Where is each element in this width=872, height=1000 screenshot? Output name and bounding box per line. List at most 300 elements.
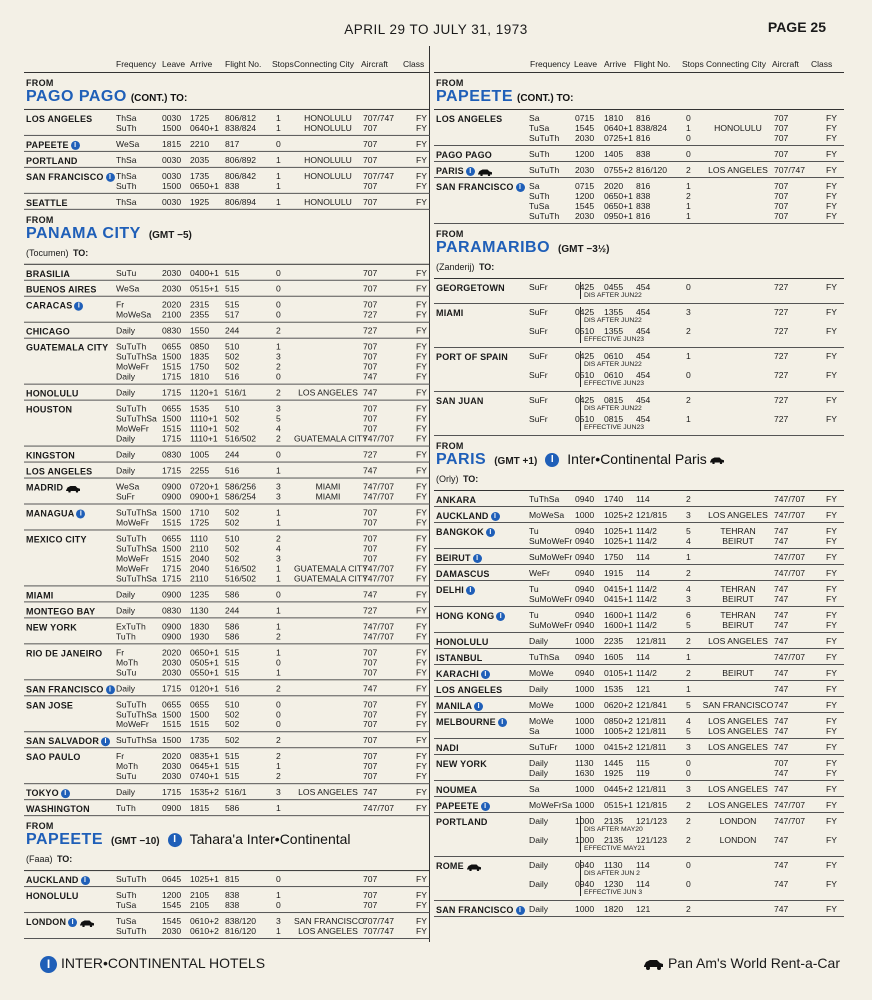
connecting-cell: LOS ANGELES xyxy=(708,784,768,794)
schedule-bracket xyxy=(580,351,691,387)
flight-cell: 121/841 xyxy=(636,700,668,710)
stops-cell: 1 xyxy=(686,181,691,191)
class-cell: FY xyxy=(416,196,427,207)
stops-cell: 0 xyxy=(276,719,281,730)
stops-cell: 0 xyxy=(686,133,691,143)
arrive-cell: 2135 xyxy=(604,835,624,845)
class-cell: FY xyxy=(826,610,837,620)
arrive-cell: 1500 xyxy=(190,709,210,720)
arrive-cell: 2210 xyxy=(190,138,210,149)
destination-name: PORTLAND xyxy=(26,155,78,166)
destination-name: NEW YORK xyxy=(436,759,487,769)
class-cell: FY xyxy=(416,926,427,937)
flight-line xyxy=(24,589,430,599)
destination-name: PAPEETE xyxy=(26,139,69,150)
frequency-cell: SuTuTh xyxy=(529,211,560,221)
flight-cell: 454 xyxy=(636,414,651,424)
aircraft-cell: 707 xyxy=(363,533,378,544)
schedule-note: DIS AFTER JUN 2 xyxy=(584,870,640,877)
flight-line xyxy=(24,719,430,729)
leave-cell: 0900 xyxy=(162,621,182,632)
connecting-cell: LONDON xyxy=(719,816,757,826)
stops-cell: 0 xyxy=(686,113,691,123)
intercontinental-icon: I xyxy=(71,141,80,150)
destination-name: LOS ANGELES xyxy=(436,114,503,124)
leave-cell: 1000 xyxy=(575,835,595,845)
flight-line xyxy=(434,768,844,778)
intercontinental-icon: I xyxy=(106,173,115,182)
stops-cell: 3 xyxy=(276,787,281,798)
gmt-offset: (GMT −3½) xyxy=(558,244,610,255)
class-cell: FY xyxy=(826,165,837,175)
class-cell: FY xyxy=(416,761,427,772)
stops-cell: 0 xyxy=(686,149,691,159)
frequency-cell: Sa xyxy=(529,726,540,736)
class-cell: FY xyxy=(416,449,427,460)
section-header-paris xyxy=(434,436,844,491)
destination-name: SAN FRANCISCO xyxy=(26,171,104,182)
connecting-cell: LOS ANGELES xyxy=(708,742,768,752)
aircraft-cell: 707 xyxy=(363,138,378,149)
flight-line xyxy=(434,149,844,159)
frequency-cell: SuTu xyxy=(116,667,137,678)
leave-cell: 1500 xyxy=(162,709,182,720)
stops-cell: 3 xyxy=(686,594,691,604)
connecting-cell: LOS ANGELES xyxy=(298,926,358,937)
schedule-row xyxy=(24,110,430,136)
class-cell: FY xyxy=(826,307,837,317)
city-line xyxy=(26,88,430,106)
frequency-cell: WeFr xyxy=(529,568,550,578)
class-cell: FY xyxy=(826,568,837,578)
flight-cell: 454 xyxy=(636,395,651,405)
stops-cell: 2 xyxy=(276,751,281,762)
stops-cell: 1 xyxy=(276,926,281,937)
frequency-cell: SuMoWeFr xyxy=(529,594,573,604)
leave-cell: 2020 xyxy=(162,299,182,310)
aircraft-cell: 747 xyxy=(774,860,789,870)
flight-cell: 114/2 xyxy=(636,536,657,546)
flight-cell: 114/2 xyxy=(636,610,657,620)
flight-cell: 817 xyxy=(225,138,240,149)
header-connecting: Connecting City xyxy=(705,59,766,70)
flight-line xyxy=(24,751,430,761)
stops-cell: 3 xyxy=(686,742,691,752)
frequency-cell: SuFr xyxy=(529,351,548,361)
flight-line xyxy=(24,482,430,492)
leave-cell: 0425 xyxy=(575,395,595,405)
leave-cell: 0030 xyxy=(162,154,182,165)
frequency-cell: Daily xyxy=(529,684,549,694)
column-header xyxy=(434,46,844,73)
frequency-cell: MoWeFr xyxy=(116,517,149,528)
flight-cell: 121/815 xyxy=(636,510,668,520)
arrive-cell: 0415+1 xyxy=(604,594,633,604)
aircraft-cell: 747 xyxy=(774,879,789,889)
flight-line xyxy=(24,761,430,771)
schedule-row xyxy=(24,447,430,463)
aircraft-cell: 747/707 xyxy=(774,552,806,562)
flight-cell: 502 xyxy=(225,413,240,424)
flight-line xyxy=(24,414,430,424)
class-cell: FY xyxy=(416,267,427,278)
aircraft-cell: 707 xyxy=(363,735,378,746)
frequency-cell: Daily xyxy=(529,816,549,826)
leave-cell: 0940 xyxy=(575,568,595,578)
arrive-cell: 0850+2 xyxy=(604,716,633,726)
arrive-cell: 0740+1 xyxy=(190,771,219,782)
schedule-row xyxy=(434,901,844,917)
aircraft-cell: 707 xyxy=(363,647,378,658)
schedule-note: DIS AFTER JUN22 xyxy=(584,361,642,368)
stops-cell: 1 xyxy=(276,112,281,123)
aircraft-cell: 747 xyxy=(363,371,378,382)
schedule-row xyxy=(434,755,844,781)
stops-cell: 0 xyxy=(686,768,691,778)
stops-cell: 0 xyxy=(686,879,691,889)
frequency-cell: TuSa xyxy=(529,123,550,133)
class-cell: FY xyxy=(416,154,427,165)
column-header xyxy=(24,46,430,73)
connecting-cell: SAN FRANCISCO xyxy=(702,700,774,710)
flight-cell: 516 xyxy=(225,683,240,694)
arrive-cell: 1550 xyxy=(190,325,210,336)
schedule-row xyxy=(24,463,430,479)
aircraft-cell: 747 xyxy=(774,536,789,546)
aircraft-cell: 747 xyxy=(774,700,789,710)
frequency-cell: Daily xyxy=(116,325,136,336)
arrive-cell: 0720+1 xyxy=(190,481,219,492)
schedule-row xyxy=(434,713,844,739)
flight-line xyxy=(434,726,844,736)
flight-line xyxy=(434,201,844,211)
leave-cell: 1515 xyxy=(162,517,182,528)
stops-cell: 1 xyxy=(276,170,281,181)
intercontinental-icon: I xyxy=(61,789,70,798)
arrive-cell: 0725+1 xyxy=(604,133,633,143)
stops-cell: 2 xyxy=(686,800,691,810)
header-aircraft: Aircraft xyxy=(772,59,799,70)
intercontinental-icon: I xyxy=(74,302,83,311)
intercontinental-icon: I xyxy=(496,612,505,621)
flight-cell: 121/811 xyxy=(636,726,667,736)
schedule-row xyxy=(434,523,844,549)
leave-cell: 0425 xyxy=(575,351,595,361)
schedule-row xyxy=(24,339,430,385)
stops-cell: 0 xyxy=(276,283,281,294)
aircraft-cell: 707 xyxy=(363,751,378,762)
arrive-cell: 0610 xyxy=(604,370,624,380)
class-cell: FY xyxy=(416,299,427,310)
flight-line xyxy=(24,171,430,181)
frequency-cell: ThSa xyxy=(116,170,137,181)
leave-cell: 2100 xyxy=(162,309,182,320)
stops-cell: 2 xyxy=(686,326,691,336)
arrive-cell: 0445+2 xyxy=(604,784,633,794)
aircraft-cell: 707 xyxy=(363,667,378,678)
arrive-cell: 2035 xyxy=(190,154,210,165)
section-header-paramaribo xyxy=(434,224,844,279)
connecting-cell: LOS ANGELES xyxy=(708,716,768,726)
class-cell: FY xyxy=(416,341,427,352)
header-leave: Leave xyxy=(574,59,598,70)
flight-cell: 114/2 xyxy=(636,594,657,604)
arrive-cell: 1810 xyxy=(604,113,624,123)
frequency-cell: Sa xyxy=(529,784,540,794)
class-cell: FY xyxy=(416,683,427,694)
flight-line xyxy=(24,631,430,641)
leave-cell: 0510 xyxy=(575,326,595,336)
frequency-cell: SuTuThSa xyxy=(116,735,157,746)
frequency-cell: WeSa xyxy=(116,138,140,149)
class-cell: FY xyxy=(826,742,837,752)
connecting-cell: LOS ANGELES xyxy=(298,387,358,398)
flight-cell: 515 xyxy=(225,761,240,772)
leave-cell: 1500 xyxy=(162,180,182,191)
class-cell: FY xyxy=(826,835,837,845)
connecting-cell: SAN FRANCISCO xyxy=(294,916,365,927)
leave-cell: 0655 xyxy=(162,403,182,414)
stops-cell: 0 xyxy=(686,282,691,292)
leave-cell: 1545 xyxy=(162,916,182,927)
flight-line xyxy=(24,890,430,900)
aircraft-cell: 707 xyxy=(774,123,789,133)
class-cell: FY xyxy=(416,803,427,814)
destination-name: ANKARA xyxy=(436,495,477,505)
city-line xyxy=(436,239,844,257)
schedule-row xyxy=(24,136,430,152)
frequency-cell: Daily xyxy=(529,636,549,646)
leave-cell: 1200 xyxy=(575,191,595,201)
frequency-cell: Fr xyxy=(116,647,125,658)
intercontinental-icon: I xyxy=(498,718,507,727)
arrive-cell: 0610+2 xyxy=(190,926,219,937)
leave-cell: 2020 xyxy=(162,647,182,658)
flight-line xyxy=(24,507,430,517)
stops-cell: 2 xyxy=(276,433,281,444)
flight-cell: 586/254 xyxy=(225,491,257,502)
class-cell: FY xyxy=(416,553,427,564)
stops-cell: 1 xyxy=(276,803,281,814)
schedule-row xyxy=(24,784,430,800)
connecting-cell: MIAMI xyxy=(315,491,341,502)
flight-line xyxy=(24,683,430,693)
class-cell: FY xyxy=(416,433,427,444)
class-cell: FY xyxy=(826,584,837,594)
flight-cell: 515 xyxy=(225,667,240,678)
leave-cell: 0830 xyxy=(162,605,182,616)
connecting-cell: LOS ANGELES xyxy=(708,165,768,175)
connecting-cell: GUATEMALA CITY xyxy=(294,573,368,584)
leave-cell: 1715 xyxy=(162,371,182,382)
header-connecting: Connecting City xyxy=(294,59,355,70)
intercontinental-logo-icon: I xyxy=(40,956,57,973)
flight-cell: 516/1 xyxy=(225,387,247,398)
class-cell: FY xyxy=(416,751,427,762)
schedule-row xyxy=(24,401,430,447)
stops-cell: 1 xyxy=(686,201,691,211)
stops-cell: 2 xyxy=(686,835,691,845)
leave-cell: 0030 xyxy=(162,196,182,207)
arrive-cell: 1725 xyxy=(190,112,210,123)
schedule-row xyxy=(24,530,430,586)
airport-name: (Orly) xyxy=(436,474,459,484)
leave-cell: 2030 xyxy=(162,667,182,678)
schedule-bracket xyxy=(580,282,691,299)
airport-name: (Zanderij) xyxy=(436,262,475,272)
class-cell: FY xyxy=(416,361,427,372)
arrive-cell: 0655 xyxy=(190,699,210,710)
schedule-row xyxy=(434,392,844,436)
leave-cell: 0940 xyxy=(575,536,595,546)
flight-line xyxy=(24,709,430,719)
stops-cell: 3 xyxy=(276,351,281,362)
frequency-cell: Daily xyxy=(116,605,136,616)
arrive-cell: 1925 xyxy=(604,768,624,778)
flight-cell: 114/2 xyxy=(636,620,657,630)
origin-city-name: PAPEETE xyxy=(436,88,513,105)
stops-cell: 2 xyxy=(276,533,281,544)
stops-cell: 3 xyxy=(276,553,281,564)
schedule-note: EFFECTIVE JUN23 xyxy=(584,424,645,431)
page-number: PAGE 25 xyxy=(767,19,826,35)
flight-line xyxy=(24,900,430,910)
flight-cell: 502 xyxy=(225,423,240,434)
arrive-cell: 1445 xyxy=(604,758,624,768)
frequency-cell: MoTh xyxy=(116,657,138,668)
class-cell: FY xyxy=(826,800,837,810)
flight-line xyxy=(434,133,844,143)
connecting-cell: LOS ANGELES xyxy=(708,800,768,810)
flight-line xyxy=(24,268,430,278)
arrive-cell: 1120+1 xyxy=(190,387,219,398)
flight-cell: 502 xyxy=(225,543,240,554)
leave-cell: 0940 xyxy=(575,860,595,870)
stops-cell: 0 xyxy=(276,709,281,720)
flight-line xyxy=(434,668,844,678)
schedule-bracket xyxy=(580,395,691,431)
stops-cell: 2 xyxy=(686,395,691,405)
arrive-cell: 0950+1 xyxy=(604,211,633,221)
frequency-cell: WeSa xyxy=(116,283,140,294)
frequency-cell: SuTuTh xyxy=(116,341,147,352)
from-label: FROM xyxy=(436,441,464,451)
flight-line xyxy=(24,647,430,657)
destination-name: KARACHI xyxy=(436,669,479,679)
leave-cell: 0900 xyxy=(162,631,182,642)
frequency-cell: TuTh xyxy=(116,631,136,642)
stops-cell: 0 xyxy=(276,589,281,600)
class-cell: FY xyxy=(826,510,837,520)
aircraft-cell: 707 xyxy=(363,351,378,362)
destination-name: SAN FRANCISCO xyxy=(436,182,514,192)
flight-line xyxy=(434,800,844,810)
leave-cell: 0940 xyxy=(575,668,595,678)
flight-cell: 516/1 xyxy=(225,787,247,798)
flight-cell: 838 xyxy=(636,149,651,159)
class-cell: FY xyxy=(416,709,427,720)
leave-cell: 1515 xyxy=(162,553,182,564)
leave-cell: 1815 xyxy=(162,138,182,149)
destination-name: MADRID xyxy=(26,482,64,493)
frequency-cell: SuFr xyxy=(529,307,548,317)
intercontinental-icon: I xyxy=(466,586,475,595)
stops-cell: 4 xyxy=(686,536,691,546)
class-cell: FY xyxy=(416,465,427,476)
arrive-cell: 0755+2 xyxy=(604,165,633,175)
aircraft-cell: 707 xyxy=(363,299,378,310)
destination-name: LOS ANGELES xyxy=(26,466,93,477)
aircraft-cell: 707 xyxy=(363,709,378,720)
stops-cell: 1 xyxy=(276,647,281,658)
airport-line xyxy=(436,469,844,487)
aircraft-cell: 707 xyxy=(363,771,378,782)
destination-name: MANAGUA xyxy=(26,508,75,519)
aircraft-cell: 707 xyxy=(363,507,378,518)
header-aircraft: Aircraft xyxy=(361,59,388,70)
aircraft-cell: 707 xyxy=(363,267,378,278)
aircraft-cell: 707 xyxy=(774,758,789,768)
aircraft-cell: 727 xyxy=(363,605,378,616)
stops-cell: 4 xyxy=(686,716,691,726)
arrive-cell: 0620+2 xyxy=(604,700,633,710)
frequency-cell: MoWeFrSa xyxy=(529,800,573,810)
stops-cell: 0 xyxy=(276,299,281,310)
flight-cell: 806/812 xyxy=(225,112,257,123)
destination-name: SEATTLE xyxy=(26,197,68,208)
arrive-cell: 1735 xyxy=(190,170,210,181)
flight-cell: 454 xyxy=(636,351,651,361)
origin-city-name: PARAMARIBO xyxy=(436,239,551,256)
hotel-name: Inter•Continental Paris xyxy=(567,451,707,467)
connecting-cell: BEIRUT xyxy=(722,620,754,630)
section-header-panama xyxy=(24,210,430,265)
arrive-cell: 1110+1 xyxy=(190,413,218,424)
arrive-cell: 1405 xyxy=(604,149,624,159)
leave-cell: 0830 xyxy=(162,449,182,460)
aircraft-cell: 707 xyxy=(774,113,789,123)
arrive-cell: 0515+1 xyxy=(604,800,633,810)
class-cell: FY xyxy=(826,181,837,191)
aircraft-cell: 707 xyxy=(363,413,378,424)
gmt-offset: (GMT −5) xyxy=(148,229,192,241)
schedule-row xyxy=(434,813,844,857)
class-cell: FY xyxy=(416,122,427,133)
connecting-cell: LOS ANGELES xyxy=(298,787,358,798)
class-cell: FY xyxy=(416,371,427,382)
schedule-row xyxy=(24,618,430,644)
arrive-cell: 1110+1 xyxy=(190,433,218,444)
flight-cell: 515 xyxy=(225,647,240,658)
class-cell: FY xyxy=(826,191,837,201)
leave-cell: 2030 xyxy=(575,211,595,221)
connecting-cell: GUATEMALA CITY xyxy=(294,433,368,444)
aircraft-cell: 707 xyxy=(363,154,378,165)
frequency-cell: SuFr xyxy=(529,282,548,292)
flight-line xyxy=(24,916,430,926)
destination-name: MONTEGO BAY xyxy=(26,606,96,617)
frequency-cell: MoWeFr xyxy=(116,553,149,564)
flight-cell: 838 xyxy=(225,900,240,911)
aircraft-cell: 727 xyxy=(774,282,789,292)
frequency-cell: Daily xyxy=(116,683,136,694)
class-cell: FY xyxy=(826,282,837,292)
destination-name: PAPEETE xyxy=(436,801,479,811)
schedule-row xyxy=(434,739,844,755)
intercontinental-icon: I xyxy=(481,670,490,679)
destination-name: PORT OF SPAIN xyxy=(436,352,508,362)
frequency-cell: Sa xyxy=(529,181,540,191)
